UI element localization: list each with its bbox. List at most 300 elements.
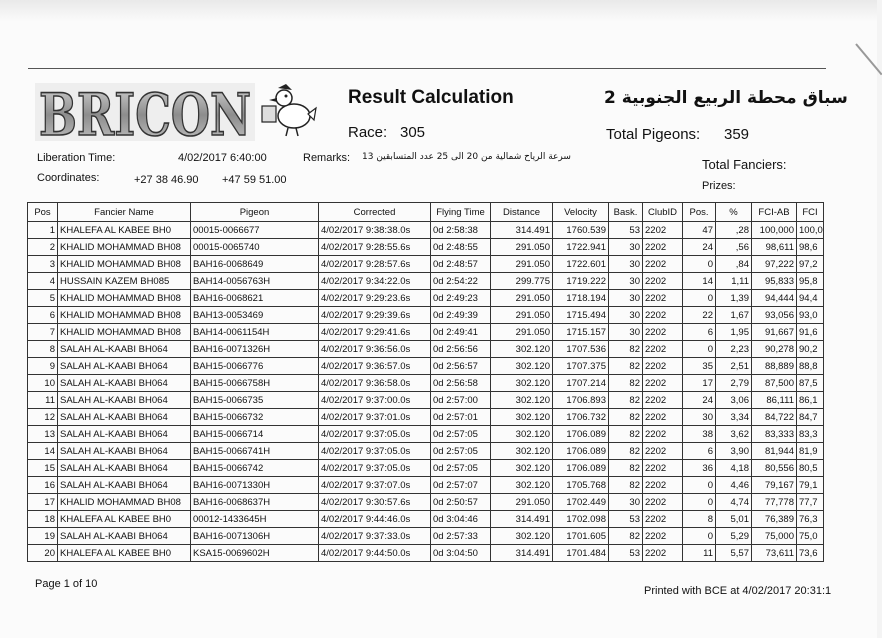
table-cell: 14 (683, 273, 716, 290)
table-cell: 86,111 (752, 392, 797, 409)
table-cell: 4/02/2017 9:44:46.0s (319, 511, 431, 528)
table-row (28, 460, 824, 477)
table-cell: 7 (28, 324, 58, 341)
table-cell: 90,2 (797, 341, 824, 358)
table-cell: 81,9 (797, 443, 824, 460)
table-cell: 5,57 (716, 545, 752, 562)
table-cell: 0 (683, 477, 716, 494)
table-cell: BAH15-0066776 (191, 358, 319, 375)
table-cell: 291.050 (491, 256, 553, 273)
table-row (28, 477, 824, 494)
table-cell: 17 (28, 494, 58, 511)
table-cell: 30 (609, 239, 643, 256)
table-cell: 291.050 (491, 307, 553, 324)
table-row (28, 273, 824, 290)
table-cell: 11 (683, 545, 716, 562)
table-row (28, 392, 824, 409)
table-cell: 0d 2:54:22 (431, 273, 491, 290)
table-cell: 1706.732 (553, 409, 609, 426)
table-cell: 1705.768 (553, 477, 609, 494)
table-cell: HUSSAIN KAZEM BH085 (58, 273, 191, 290)
column-header: FCI (797, 203, 824, 222)
table-cell: 2202 (643, 290, 683, 307)
table-cell: 82 (609, 409, 643, 426)
table-cell: 2202 (643, 324, 683, 341)
table-cell: 291.050 (491, 324, 553, 341)
table-cell: 302.120 (491, 375, 553, 392)
table-cell: SALAH AL-KAABI BH064 (58, 426, 191, 443)
pigeon-mascot-icon (258, 78, 318, 140)
table-cell: 6 (683, 324, 716, 341)
table-cell: KHALEFA AL KABEE BH0 (58, 511, 191, 528)
table-cell: 1702.098 (553, 511, 609, 528)
table-cell: 12 (28, 409, 58, 426)
race-label: Race: (348, 124, 388, 141)
table-cell: 82 (609, 375, 643, 392)
table-cell: 00015-0065740 (191, 239, 319, 256)
table-cell: SALAH AL-KAABI BH064 (58, 341, 191, 358)
total-pigeons-value: 359 (724, 126, 750, 143)
table-cell: 83,333 (752, 426, 797, 443)
table-cell: 302.120 (491, 528, 553, 545)
table-cell: 2202 (643, 443, 683, 460)
table-cell: 76,389 (752, 511, 797, 528)
table-cell: 1707.214 (553, 375, 609, 392)
table-cell: 2202 (643, 222, 683, 239)
table-cell: 98,6 (797, 239, 824, 256)
table-cell: 2202 (643, 307, 683, 324)
column-header: Distance (491, 203, 553, 222)
total-pigeons-label: Total Pigeons: (606, 126, 701, 143)
report-title: Result Calculation (348, 87, 514, 108)
table-cell: 77,778 (752, 494, 797, 511)
table-cell: 299.775 (491, 273, 553, 290)
table-cell: 4/02/2017 9:30:57.6s (319, 494, 431, 511)
table-cell: 0 (683, 528, 716, 545)
table-cell: 314.491 (491, 545, 553, 562)
table-cell: 15 (28, 460, 58, 477)
table-cell: 1719.222 (553, 273, 609, 290)
table-cell: 4/02/2017 9:37:05.0s (319, 460, 431, 477)
table-cell: 0d 2:57:07 (431, 477, 491, 494)
remarks-value: سرعة الرياح شمالية من 20 الى 25 عدد المتسابقين 13 (362, 152, 571, 162)
table-row (28, 222, 824, 239)
table-cell: 91,667 (752, 324, 797, 341)
table-cell: ,56 (716, 239, 752, 256)
table-cell: 95,8 (797, 273, 824, 290)
table-cell: 82 (609, 460, 643, 477)
table-cell: 94,4 (797, 290, 824, 307)
table-cell: 00012-1433645H (191, 511, 319, 528)
table-cell: 1722.601 (553, 256, 609, 273)
table-cell: KHALID MOHAMMAD BH08 (58, 324, 191, 341)
table-cell: 82 (609, 392, 643, 409)
table-cell: 93,0 (797, 307, 824, 324)
table-cell: 90,278 (752, 341, 797, 358)
table-cell: KHALID MOHAMMAD BH08 (58, 494, 191, 511)
table-cell: BAH15-0066742 (191, 460, 319, 477)
table-cell: 302.120 (491, 358, 553, 375)
table-cell: BAH15-0066714 (191, 426, 319, 443)
table-cell: 73,611 (752, 545, 797, 562)
table-cell: 30 (609, 324, 643, 341)
table-cell: 83,3 (797, 426, 824, 443)
table-cell: 77,7 (797, 494, 824, 511)
table-cell: 0d 2:56:57 (431, 358, 491, 375)
table-cell: 4/02/2017 9:29:23.6s (319, 290, 431, 307)
table-cell: 4/02/2017 9:37:07.0s (319, 477, 431, 494)
table-row (28, 290, 824, 307)
table-cell: 30 (609, 290, 643, 307)
table-cell: SALAH AL-KAABI BH064 (58, 443, 191, 460)
table-cell: 4/02/2017 9:37:01.0s (319, 409, 431, 426)
table-cell: 1707.375 (553, 358, 609, 375)
table-cell: 17 (683, 375, 716, 392)
column-header: Pos. (683, 203, 716, 222)
table-row (28, 426, 824, 443)
table-cell: 18 (28, 511, 58, 528)
column-header: Flying Time (431, 203, 491, 222)
table-cell: 00015-0066677 (191, 222, 319, 239)
coordinates-label: Coordinates: (37, 172, 100, 184)
table-cell: 6 (28, 307, 58, 324)
table-cell: 0d 2:49:41 (431, 324, 491, 341)
table-cell: 3,06 (716, 392, 752, 409)
table-cell: 76,3 (797, 511, 824, 528)
table-cell: 4,18 (716, 460, 752, 477)
table-cell: 1,67 (716, 307, 752, 324)
table-cell: KHALEFA AL KABEE BH0 (58, 222, 191, 239)
table-cell: BAH16-0071326H (191, 341, 319, 358)
table-cell: 1715.157 (553, 324, 609, 341)
prizes-label: Prizes: (702, 180, 736, 192)
table-cell: BAH16-0068621 (191, 290, 319, 307)
column-header: ClubID (643, 203, 683, 222)
table-cell: 9 (28, 358, 58, 375)
table-cell: 98,611 (752, 239, 797, 256)
table-row (28, 443, 824, 460)
table-cell: BAH16-0068649 (191, 256, 319, 273)
table-cell: 0 (683, 341, 716, 358)
table-cell: 2,23 (716, 341, 752, 358)
table-cell: 1718.194 (553, 290, 609, 307)
page-number: Page 1 of 10 (35, 578, 98, 590)
table-cell: 2202 (643, 273, 683, 290)
table-row (28, 358, 824, 375)
table-cell: 4/02/2017 9:37:05.0s (319, 443, 431, 460)
table-cell: 302.120 (491, 426, 553, 443)
table-cell: 94,444 (752, 290, 797, 307)
table-cell: 2202 (643, 511, 683, 528)
table-cell: 4/02/2017 9:34:22.0s (319, 273, 431, 290)
table-cell: 75,0 (797, 528, 824, 545)
table-cell: 291.050 (491, 290, 553, 307)
bricon-logo (35, 81, 255, 149)
table-cell: BAH15-0066735 (191, 392, 319, 409)
table-cell: 24 (683, 239, 716, 256)
table-cell: BAH16-0071306H (191, 528, 319, 545)
table-cell: 1715.494 (553, 307, 609, 324)
table-cell: 5,29 (716, 528, 752, 545)
table-cell: 36 (683, 460, 716, 477)
table-cell: 93,056 (752, 307, 797, 324)
table-cell: SALAH AL-KAABI BH064 (58, 528, 191, 545)
table-cell: 0d 2:49:39 (431, 307, 491, 324)
table-cell: SALAH AL-KAABI BH064 (58, 460, 191, 477)
table-cell: 19 (28, 528, 58, 545)
table-cell: 13 (28, 426, 58, 443)
table-cell: 0 (683, 256, 716, 273)
table-cell: SALAH AL-KAABI BH064 (58, 392, 191, 409)
table-cell: 82 (609, 528, 643, 545)
table-cell: 4 (28, 273, 58, 290)
table-cell: 0d 3:04:46 (431, 511, 491, 528)
table-cell: 97,222 (752, 256, 797, 273)
column-header: Fancier Name (58, 203, 191, 222)
table-cell: 0d 2:57:05 (431, 426, 491, 443)
table-cell: 16 (28, 477, 58, 494)
table-cell: 20 (28, 545, 58, 562)
table-cell: 82 (609, 341, 643, 358)
table-cell: 5 (28, 290, 58, 307)
table-cell: 4/02/2017 9:29:41.6s (319, 324, 431, 341)
column-header: Corrected (319, 203, 431, 222)
table-cell: 22 (683, 307, 716, 324)
table-cell: 2202 (643, 545, 683, 562)
table-cell: 1722.941 (553, 239, 609, 256)
table-cell: 2 (28, 239, 58, 256)
table-cell: 53 (609, 222, 643, 239)
liberation-time-value: 4/02/2017 6:40:00 (178, 152, 267, 164)
table-cell: 81,944 (752, 443, 797, 460)
table-cell: SALAH AL-KAABI BH064 (58, 358, 191, 375)
table-cell: 0d 2:57:33 (431, 528, 491, 545)
table-cell: 30 (609, 273, 643, 290)
table-cell: SALAH AL-KAABI BH064 (58, 375, 191, 392)
table-cell: 5,01 (716, 511, 752, 528)
results-body (28, 222, 824, 562)
table-row (28, 341, 824, 358)
table-cell: 82 (609, 443, 643, 460)
table-cell: KHALID MOHAMMAD BH08 (58, 307, 191, 324)
table-cell: 38 (683, 426, 716, 443)
table-cell: 4/02/2017 9:36:57.0s (319, 358, 431, 375)
table-cell: KHALID MOHAMMAD BH08 (58, 239, 191, 256)
table-cell: 302.120 (491, 392, 553, 409)
table-cell: 2202 (643, 375, 683, 392)
table-cell: 30 (609, 494, 643, 511)
table-cell: 8 (683, 511, 716, 528)
liberation-time-label: Liberation Time: (37, 152, 116, 164)
table-cell: 4/02/2017 9:37:05.0s (319, 426, 431, 443)
table-row (28, 375, 824, 392)
table-cell: 4/02/2017 9:28:57.6s (319, 256, 431, 273)
table-cell: 53 (609, 545, 643, 562)
table-row (28, 545, 824, 562)
table-cell: 79,167 (752, 477, 797, 494)
table-cell: 1707.536 (553, 341, 609, 358)
table-cell: 97,2 (797, 256, 824, 273)
table-cell: 2202 (643, 494, 683, 511)
table-cell: 1701.605 (553, 528, 609, 545)
table-cell: 87,500 (752, 375, 797, 392)
table-cell: 95,833 (752, 273, 797, 290)
table-cell: 2202 (643, 460, 683, 477)
table-cell: 82 (609, 477, 643, 494)
table-cell: BAH16-0068637H (191, 494, 319, 511)
table-cell: 2,79 (716, 375, 752, 392)
table-cell: 302.120 (491, 477, 553, 494)
table-row (28, 324, 824, 341)
race-value: 305 (400, 124, 426, 141)
table-cell: 4,74 (716, 494, 752, 511)
table-cell: 30 (683, 409, 716, 426)
table-row (28, 256, 824, 273)
table-cell: 4/02/2017 9:44:50.0s (319, 545, 431, 562)
table-cell: 1706.089 (553, 460, 609, 477)
table-cell: 4/02/2017 9:29:39.6s (319, 307, 431, 324)
table-cell: 0d 2:50:57 (431, 494, 491, 511)
table-cell: 4/02/2017 9:37:33.0s (319, 528, 431, 545)
table-cell: 1706.089 (553, 426, 609, 443)
table-cell: 2202 (643, 426, 683, 443)
table-cell: BAH15-0066732 (191, 409, 319, 426)
arabic-race-title: سباق محطة الربيع الجنوبية 2 (604, 88, 848, 108)
table-cell: 30 (609, 307, 643, 324)
table-cell: KHALID MOHAMMAD BH08 (58, 290, 191, 307)
table-cell: 302.120 (491, 341, 553, 358)
table-cell: 79,1 (797, 477, 824, 494)
table-cell: 3,62 (716, 426, 752, 443)
column-header: Bask. (609, 203, 643, 222)
table-cell: 35 (683, 358, 716, 375)
table-cell: 82 (609, 426, 643, 443)
table-row (28, 494, 824, 511)
table-cell: BAH13-0053469 (191, 307, 319, 324)
table-cell: 0 (683, 290, 716, 307)
table-cell: ,28 (716, 222, 752, 239)
table-cell: 0d 2:48:57 (431, 256, 491, 273)
table-cell: 0d 2:56:56 (431, 341, 491, 358)
table-cell: 4/02/2017 9:38:38.0s (319, 222, 431, 239)
table-row (28, 307, 824, 324)
table-cell: 4/02/2017 9:37:00.0s (319, 392, 431, 409)
table-row (28, 239, 824, 256)
table-cell: BAH14-0056763H (191, 273, 319, 290)
table-cell: 87,5 (797, 375, 824, 392)
table-cell: BAH15-0066741H (191, 443, 319, 460)
table-cell: 3,90 (716, 443, 752, 460)
table-cell: 1760.539 (553, 222, 609, 239)
table-cell: 314.491 (491, 222, 553, 239)
results-header-row (28, 203, 824, 222)
table-cell: 86,1 (797, 392, 824, 409)
table-cell: 6 (683, 443, 716, 460)
column-header: Velocity (553, 203, 609, 222)
table-cell: 0d 2:57:05 (431, 443, 491, 460)
table-cell: 302.120 (491, 409, 553, 426)
table-cell: 4/02/2017 9:36:58.0s (319, 375, 431, 392)
table-cell: 2202 (643, 528, 683, 545)
table-cell: 0d 2:57:05 (431, 460, 491, 477)
printed-info: Printed with BCE at 4/02/2017 20:31:1 (644, 585, 832, 597)
table-cell: 0d 2:56:58 (431, 375, 491, 392)
table-cell: 30 (609, 256, 643, 273)
table-cell: KSA15-0069602H (191, 545, 319, 562)
table-cell: 11 (28, 392, 58, 409)
column-header: Pigeon (191, 203, 319, 222)
total-fanciers-label: Total Fanciers: (702, 157, 787, 172)
table-cell: SALAH AL-KAABI BH064 (58, 477, 191, 494)
table-cell: 302.120 (491, 443, 553, 460)
table-cell: 4/02/2017 9:28:55.6s (319, 239, 431, 256)
table-cell: 0d 2:57:01 (431, 409, 491, 426)
table-cell: 47 (683, 222, 716, 239)
table-cell: 0d 2:57:00 (431, 392, 491, 409)
table-cell: 88,8 (797, 358, 824, 375)
page-fold-mark (855, 43, 882, 75)
table-cell: 1,11 (716, 273, 752, 290)
table-cell: 0d 3:04:50 (431, 545, 491, 562)
table-cell: ,84 (716, 256, 752, 273)
table-cell: 0 (683, 494, 716, 511)
table-cell: 53 (609, 511, 643, 528)
table-cell: KHALEFA AL KABEE BH0 (58, 545, 191, 562)
table-cell: KHALID MOHAMMAD BH08 (58, 256, 191, 273)
table-cell: 291.050 (491, 494, 553, 511)
table-row (28, 528, 824, 545)
table-cell: 2202 (643, 239, 683, 256)
column-header: FCI-AB (752, 203, 797, 222)
table-cell: 91,6 (797, 324, 824, 341)
table-cell: 2202 (643, 477, 683, 494)
table-cell: 80,556 (752, 460, 797, 477)
table-cell: 2202 (643, 409, 683, 426)
table-cell: 1706.089 (553, 443, 609, 460)
table-cell: 4/02/2017 9:36:56.0s (319, 341, 431, 358)
table-cell: 3 (28, 256, 58, 273)
table-cell: 100,000 (752, 222, 797, 239)
table-row (28, 409, 824, 426)
table-cell: 2202 (643, 358, 683, 375)
table-cell: 2202 (643, 392, 683, 409)
table-cell: 1706.893 (553, 392, 609, 409)
table-cell: 73,6 (797, 545, 824, 562)
column-header: Pos (28, 203, 58, 222)
page-top-edge (0, 0, 877, 22)
table-cell: 3,34 (716, 409, 752, 426)
coordinate-longitude: +47 59 51.00 (222, 174, 287, 186)
table-cell: 2202 (643, 256, 683, 273)
table-cell: 0d 2:48:55 (431, 239, 491, 256)
remarks-label: Remarks: (303, 152, 351, 164)
table-cell: 82 (609, 358, 643, 375)
table-cell: 1,39 (716, 290, 752, 307)
results-table (27, 202, 824, 562)
table-cell: 88,889 (752, 358, 797, 375)
table-cell: 4,46 (716, 477, 752, 494)
table-cell: BAH16-0071330H (191, 477, 319, 494)
header-rule (28, 68, 826, 69)
table-cell: 314.491 (491, 511, 553, 528)
table-cell: 0d 2:58:38 (431, 222, 491, 239)
table-cell: 84,7 (797, 409, 824, 426)
table-row (28, 511, 824, 528)
table-cell: 75,000 (752, 528, 797, 545)
table-cell: 302.120 (491, 460, 553, 477)
table-cell: 80,5 (797, 460, 824, 477)
table-cell: 84,722 (752, 409, 797, 426)
